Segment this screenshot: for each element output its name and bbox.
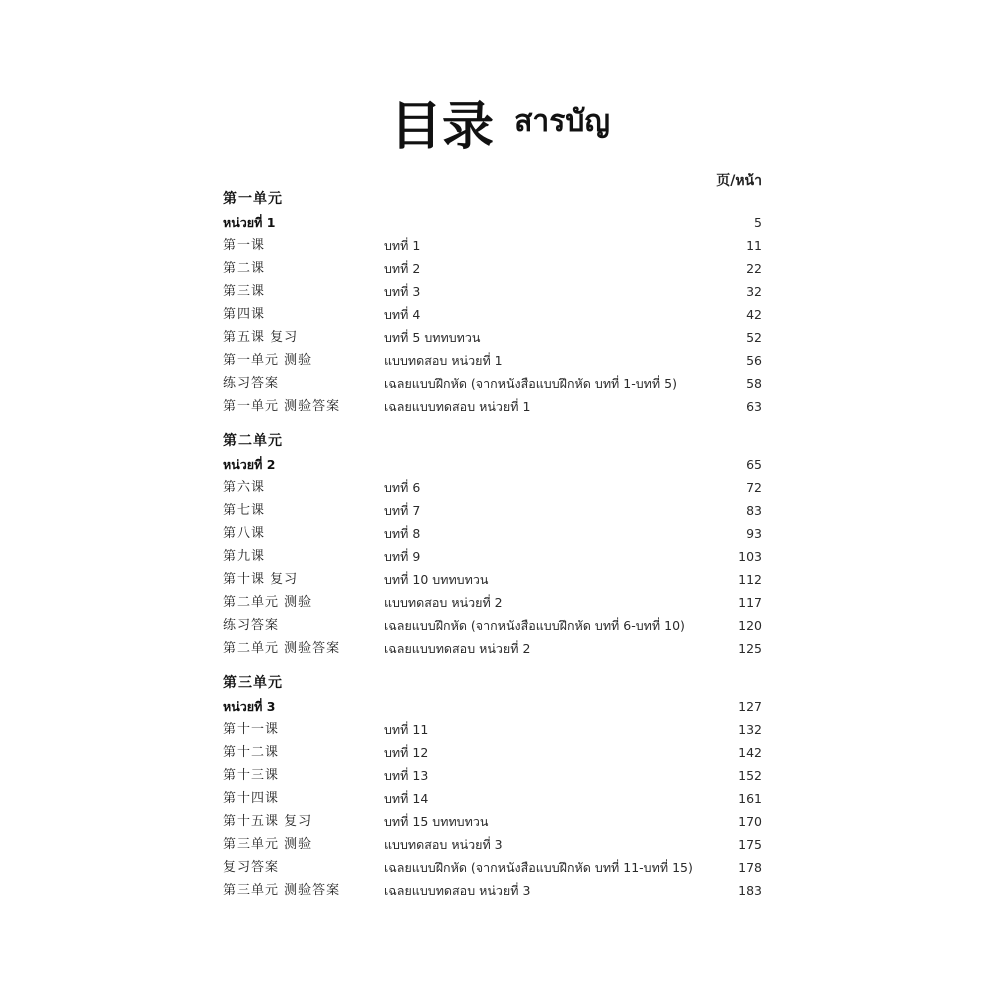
entry-chinese: 第三课 [223, 284, 266, 299]
toc-row [223, 476, 762, 499]
toc-row [223, 833, 762, 856]
entry-chinese: 练习答案 [223, 376, 280, 391]
entry-thai: บทที่ 4 [384, 307, 421, 322]
toc-row [223, 234, 762, 257]
entry-thai: เฉลยแบบทดสอบ หน่วยที่ 3 [384, 883, 531, 898]
entry-chinese: 第四课 [223, 307, 266, 322]
toc-row [223, 614, 762, 637]
entry-chinese: 练习答案 [223, 618, 280, 633]
entry-thai: บทที่ 9 [384, 549, 421, 564]
toc-row [223, 545, 762, 568]
page-number: 132 [738, 722, 762, 737]
toc-row [223, 257, 762, 280]
page-number: 117 [738, 595, 762, 610]
page-number: 120 [738, 618, 762, 633]
unit-title-thai: หน่วยที่ 1 [223, 215, 276, 230]
toc-row [223, 568, 762, 591]
page-number: 152 [738, 768, 762, 783]
entry-thai: เฉลยแบบฝึกหัด (จากหนังสือแบบฝึกหัด บทที่ 6-บทที่ 10) [384, 618, 685, 633]
page-number: 125 [738, 641, 762, 656]
toc-section-3 [223, 672, 762, 902]
page-number: 5 [754, 215, 762, 230]
toc-row [223, 741, 762, 764]
page-number: 52 [746, 330, 762, 345]
entry-thai: บทที่ 5 บททบทวน [384, 330, 481, 345]
entry-chinese: 第十五课 复习 [223, 814, 313, 829]
entry-chinese: 第二单元 测验 [223, 595, 313, 610]
entry-thai: เฉลยแบบฝึกหัด (จากหนังสือแบบฝึกหัด บทที่ 11-บทที่ 15) [384, 860, 693, 875]
entry-chinese: 第十三课 [223, 768, 280, 783]
entry-chinese: 第八课 [223, 526, 266, 541]
toc-row [223, 718, 762, 741]
page-number: 142 [738, 745, 762, 760]
page-number: 11 [746, 238, 762, 253]
toc-row [223, 637, 762, 660]
entry-chinese: 第二课 [223, 261, 266, 276]
title-thai: สารบัญ [514, 104, 610, 139]
toc-row [223, 522, 762, 545]
page-number: 112 [738, 572, 762, 587]
unit-title-chinese: 第一单元 [223, 191, 283, 207]
unit-subheading [223, 211, 762, 234]
entry-thai: บทที่ 10 บททบทวน [384, 572, 489, 587]
section-spacer [223, 660, 762, 672]
entry-chinese: 第六课 [223, 480, 266, 495]
entry-thai: แบบทดสอบ หน่วยที่ 1 [384, 353, 503, 368]
entry-chinese: 第七课 [223, 503, 266, 518]
toc-row [223, 499, 762, 522]
page-column-label: 页/หน้า [716, 173, 762, 189]
page-number: 72 [746, 480, 762, 495]
entry-chinese: 第一课 [223, 238, 266, 253]
page-number: 170 [738, 814, 762, 829]
toc-row [223, 764, 762, 787]
entry-chinese: 第九课 [223, 549, 266, 564]
entry-thai: เฉลยแบบทดสอบ หน่วยที่ 2 [384, 641, 531, 656]
page-number: 56 [746, 353, 762, 368]
page-number: 178 [738, 860, 762, 875]
page-number: 161 [738, 791, 762, 806]
toc-section-1 [223, 188, 762, 418]
page-number: 22 [746, 261, 762, 276]
entry-thai: บทที่ 14 [384, 791, 429, 806]
unit-title-chinese: 第三单元 [223, 675, 283, 691]
table-of-contents [223, 188, 762, 902]
toc-row [223, 303, 762, 326]
entry-chinese: 第三单元 测验答案 [223, 883, 341, 898]
page-number: 42 [746, 307, 762, 322]
unit-heading [223, 430, 762, 453]
entry-thai: บทที่ 6 [384, 480, 421, 495]
entry-chinese: 第三单元 测验 [223, 837, 313, 852]
page-number: 63 [746, 399, 762, 414]
toc-row [223, 349, 762, 372]
toc-row [223, 326, 762, 349]
page-number: 183 [738, 883, 762, 898]
entry-chinese: 第一单元 测验 [223, 353, 313, 368]
title-chinese: 目录 [390, 97, 495, 157]
page-number: 103 [738, 549, 762, 564]
unit-subheading [223, 453, 762, 476]
entry-thai: บทที่ 7 [384, 503, 421, 518]
page-number: 83 [746, 503, 762, 518]
toc-row [223, 372, 762, 395]
entry-thai: เฉลยแบบฝึกหัด (จากหนังสือแบบฝึกหัด บทที่ 1-บทที่ 5) [384, 376, 677, 391]
entry-thai: แบบทดสอบ หน่วยที่ 3 [384, 837, 503, 852]
entry-chinese: 第十课 复习 [223, 572, 299, 587]
entry-thai: บทที่ 8 [384, 526, 421, 541]
entry-thai: บทที่ 15 บททบทวน [384, 814, 489, 829]
page-number: 32 [746, 284, 762, 299]
section-spacer [223, 418, 762, 430]
toc-row [223, 591, 762, 614]
toc-row [223, 879, 762, 902]
page-number: 175 [738, 837, 762, 852]
entry-thai: บทที่ 12 [384, 745, 429, 760]
entry-thai: แบบทดสอบ หน่วยที่ 2 [384, 595, 503, 610]
toc-row [223, 395, 762, 418]
entry-chinese: 第五课 复习 [223, 330, 299, 345]
entry-thai: บทที่ 1 [384, 238, 421, 253]
unit-subheading [223, 695, 762, 718]
entry-chinese: 第十二课 [223, 745, 280, 760]
page-number: 127 [738, 699, 762, 714]
entry-chinese: 复习答案 [223, 860, 280, 875]
entry-thai: เฉลยแบบทดสอบ หน่วยที่ 1 [384, 399, 531, 414]
entry-thai: บทที่ 3 [384, 284, 421, 299]
toc-row [223, 280, 762, 303]
toc-row [223, 810, 762, 833]
entry-chinese: 第一单元 测验答案 [223, 399, 341, 414]
entry-chinese: 第十一课 [223, 722, 280, 737]
page-title [0, 84, 1000, 159]
entry-thai: บทที่ 2 [384, 261, 421, 276]
page-number: 65 [746, 457, 762, 472]
entry-thai: บทที่ 13 [384, 768, 429, 783]
toc-row [223, 787, 762, 810]
toc-row [223, 856, 762, 879]
entry-chinese: 第十四课 [223, 791, 280, 806]
unit-title-thai: หน่วยที่ 3 [223, 699, 276, 714]
entry-thai: บทที่ 11 [384, 722, 429, 737]
entry-chinese: 第二单元 测验答案 [223, 641, 341, 656]
page-number: 58 [746, 376, 762, 391]
toc-section-2 [223, 430, 762, 660]
unit-title-thai: หน่วยที่ 2 [223, 457, 276, 472]
unit-heading [223, 188, 762, 211]
unit-heading [223, 672, 762, 695]
page-number: 93 [746, 526, 762, 541]
unit-title-chinese: 第二单元 [223, 433, 283, 449]
